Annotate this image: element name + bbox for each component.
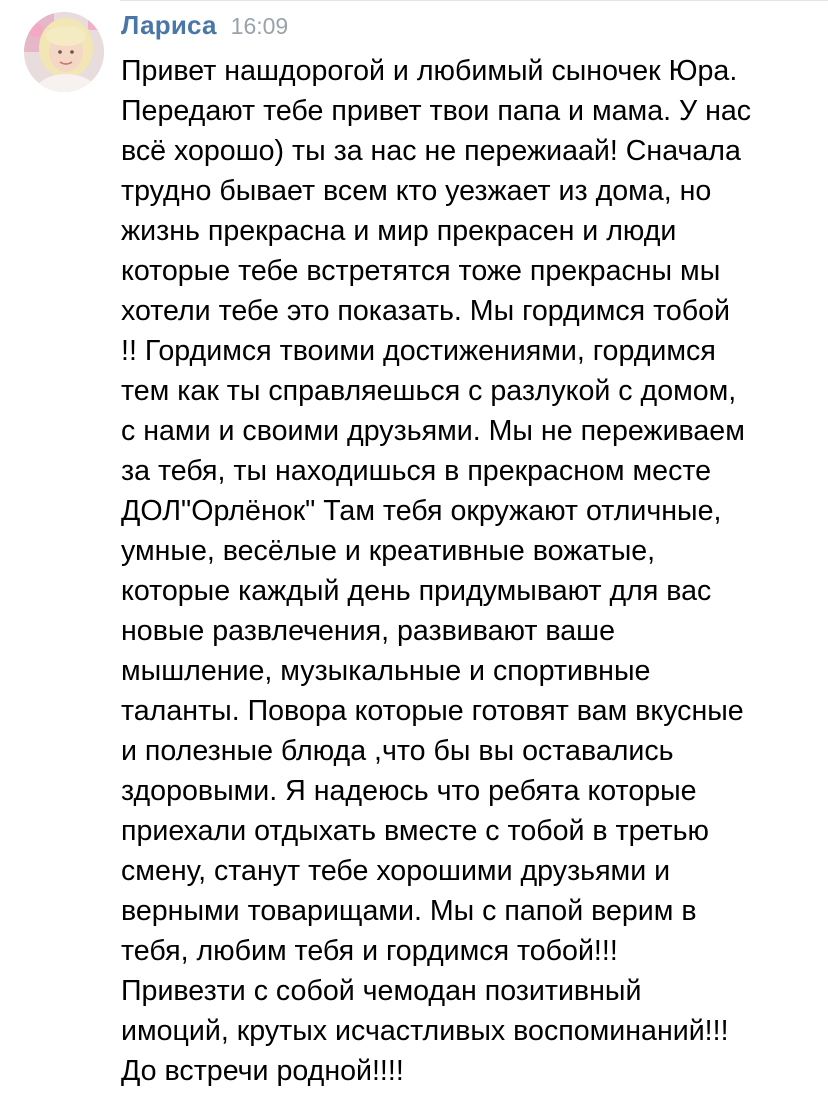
message-line: которые каждый день придумывают для вас <box>121 575 712 607</box>
message-line: хотели тебе это показать. Мы гордимся тобой <box>121 295 731 327</box>
message-line: До встречи родной!!!! <box>121 1055 404 1087</box>
message-line: здоровыми. Я надеюсь что ребята которые <box>121 775 697 807</box>
message-line: верными товарищами. Мы с папой верим в <box>121 895 697 927</box>
message-line: и полезные блюда ,что бы вы оставались <box>121 735 674 767</box>
message-line: тебя, любим тебя и гордимся тобой!!! <box>121 935 618 967</box>
message-line: Передают тебе привет твои папа и мама. У нас <box>121 95 752 127</box>
message-line: имоций, крутых исчастливых воспоминаний!!! <box>121 1015 729 1047</box>
message-line: мышление, музыкальные и спортивные <box>121 655 651 687</box>
message-line: таланты. Повора которые готовят вам вкусные <box>121 695 744 727</box>
message-line: которые тебе встретятся тоже прекрасны мы <box>121 255 721 287</box>
avatar-photo-icon <box>24 12 104 92</box>
avatar[interactable] <box>24 12 104 92</box>
message-line: тем как ты справляешься с разлукой с домом, <box>121 375 737 407</box>
message-line: новые развлечения, развивают ваше <box>121 615 615 647</box>
author-name[interactable]: Лариса <box>121 10 217 40</box>
message-line: жизнь прекрасна и мир прекрасен и люди <box>121 215 677 247</box>
message-text <box>121 51 821 1091</box>
message-line: !! Гордимся твоими достижениями, гордимся <box>121 335 716 367</box>
message-header <box>121 10 288 50</box>
message-divider <box>120 0 828 1</box>
message-line: за тебя, ты находишься в прекрасном месте <box>121 455 712 487</box>
message-line: Привет нашдорогой и любимый сыночек Юра. <box>121 55 738 87</box>
message-line: Привезти с собой чемодан позитивный <box>121 975 642 1007</box>
message-line: всё хорошо) ты за нас не пережиаай! Сначала <box>121 135 741 167</box>
message-line: приехали отдыхать вместе с тобой в третью <box>121 815 709 847</box>
message-line: трудно бывает всем кто уезжает из дома, но <box>121 175 712 207</box>
message-line: с нами и своими друзьями. Мы не переживаем <box>121 415 745 447</box>
message-line: умные, весёлые и креативные вожатые, <box>121 535 656 567</box>
message-line: смену, станут тебе хорошими друзьями и <box>121 855 671 887</box>
message-time: 16:09 <box>230 13 289 39</box>
message-line: ДОЛ"Орлёнок" Там тебя окружают отличные, <box>121 495 722 527</box>
